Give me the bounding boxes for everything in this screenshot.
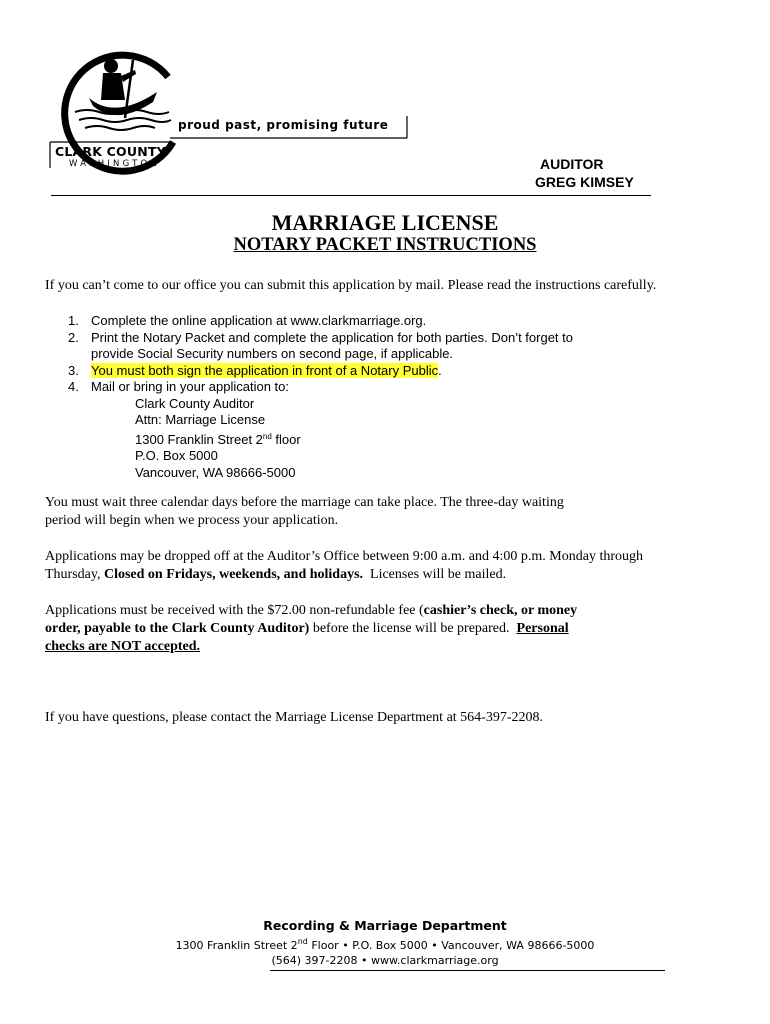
logo-tagline: proud past, promising future (178, 118, 389, 132)
address-line: Vancouver, WA 98666-5000 (135, 464, 296, 480)
header-divider (51, 195, 651, 196)
list-item (68, 330, 573, 347)
step-text: Print the Notary Packet and complete the application for both parties. Don’t forget to (91, 329, 573, 345)
address-line: Clark County Auditor (135, 395, 255, 411)
list-item: 3. You must both sign the application in front of a Notary Public. (68, 362, 442, 378)
list-number: 2. (68, 329, 79, 345)
auditor-title: AUDITOR (540, 156, 604, 172)
list-number: 1. (68, 313, 79, 328)
footer-address: 1300 Franklin Street 2nd Floor • P.O. Box 5000 • Vancouver, WA 98666-5000 (175, 937, 595, 952)
office-hours-paragraph: Applications may be dropped off at the Auditor’s Office between 9:00 a.m. and 4:00 p.m. Monday through Thursday, Closed on Fridays, weekends, and holidays. Licenses will be mailed. (45, 549, 643, 582)
step-text: provide Social Security numbers on second page, if applicable. (91, 346, 454, 361)
state-name: WASHINGTON (69, 159, 160, 169)
county-name: CLARK COUNTY (55, 144, 166, 159)
document-title: MARRIAGE LICENSE (271, 210, 499, 235)
instruction-list (68, 313, 573, 481)
list-number: 3. (68, 362, 79, 378)
address-line: 1300 Franklin Street 2nd floor (135, 431, 301, 447)
list-number: 4. (68, 379, 79, 394)
list-item (68, 313, 573, 330)
list-item (68, 379, 573, 396)
document-subtitle: NOTARY PACKET INSTRUCTIONS (233, 235, 537, 255)
footer-divider (270, 970, 665, 971)
step-text: Mail or bring in your application to: (91, 379, 289, 394)
list-item-continuation (68, 346, 573, 363)
auditor-name: GREG KIMSEY (535, 174, 634, 190)
mailing-address (68, 396, 573, 482)
fee-paragraph: Applications must be received with the $72.00 non-refundable fee (cashier’s check, or money order, payable to the Clark County Auditor) before the license will be prepared. Personal checks are NOT accepted. (45, 603, 578, 654)
address-line: Attn: Marriage License (135, 412, 266, 427)
waiting-period-paragraph: You must wait three calendar days before the marriage can take place. The three-day waiting period will begin when we process your application. (45, 495, 564, 528)
address-line: P.O. Box 5000 (135, 448, 218, 463)
highlighted-step-text: You must both sign the application in front of a Notary Public (91, 362, 439, 378)
intro-paragraph: If you can’t come to our office you can submit this application by mail. Please read the instructions carefully. (45, 278, 657, 293)
questions-paragraph: If you have questions, please contact the Marriage License Department at 564-397-2208. (45, 710, 543, 725)
step-text: Complete the online application at www.clarkmarriage.org. (91, 313, 427, 328)
footer-department: Recording & Marriage Department (263, 918, 507, 933)
footer-contact: (564) 397-2208 • www.clarkmarriage.org (271, 954, 499, 967)
